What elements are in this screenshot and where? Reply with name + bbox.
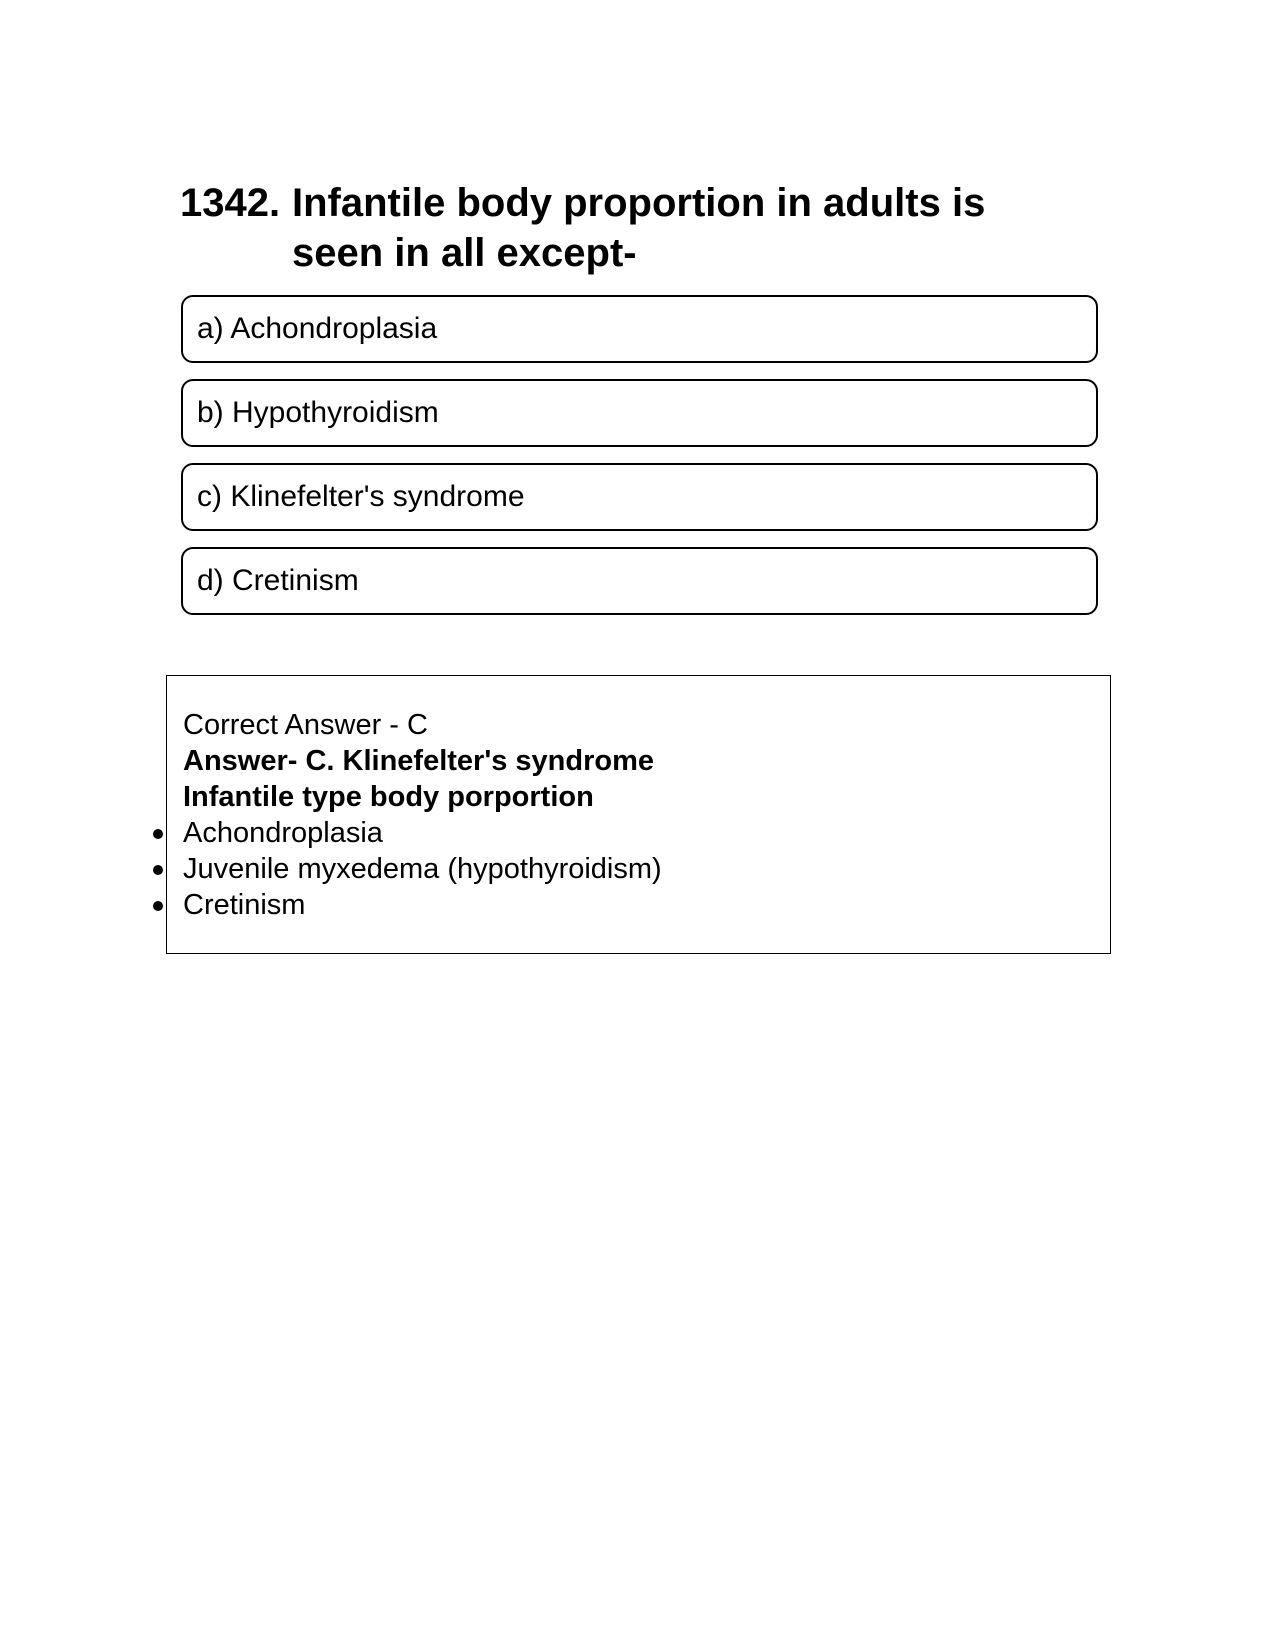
- answer-content: [183, 707, 662, 923]
- question-number: 1342.: [180, 181, 281, 225]
- bullet-item: [183, 815, 662, 851]
- bullet-icon: [153, 829, 163, 839]
- answer-bullet-list: [183, 815, 662, 923]
- option-b-label: b) Hypothyroidism: [197, 396, 439, 429]
- option-a-label: a) Achondroplasia: [197, 312, 438, 345]
- option-c[interactable]: [181, 463, 1098, 531]
- option-d-label: d) Cretinism: [197, 564, 359, 597]
- options-list: [181, 295, 1098, 631]
- bullet-icon: [153, 865, 163, 875]
- question-heading: [180, 178, 1080, 278]
- bullet-icon: [153, 901, 163, 911]
- bullet-text: Cretinism: [183, 889, 306, 921]
- answer-subheading: Infantile type body porportion: [183, 781, 594, 813]
- answer-explanation-title: Answer- C. Klinefelter's syndrome: [183, 745, 655, 777]
- bullet-text: Juvenile myxedema (hypothyroidism): [183, 853, 662, 885]
- option-c-label: c) Klinefelter's syndrome: [197, 480, 525, 513]
- bullet-item: [183, 851, 662, 887]
- option-b[interactable]: [181, 379, 1098, 447]
- bullet-text: Achondroplasia: [183, 817, 383, 849]
- correct-answer-line: Correct Answer - C: [183, 709, 428, 741]
- answer-box: [166, 675, 1111, 954]
- option-d[interactable]: [181, 547, 1098, 615]
- question-text: Infantile body proportion in adults is seen in all except-: [292, 181, 986, 275]
- bullet-item: [183, 887, 662, 923]
- option-a[interactable]: [181, 295, 1098, 363]
